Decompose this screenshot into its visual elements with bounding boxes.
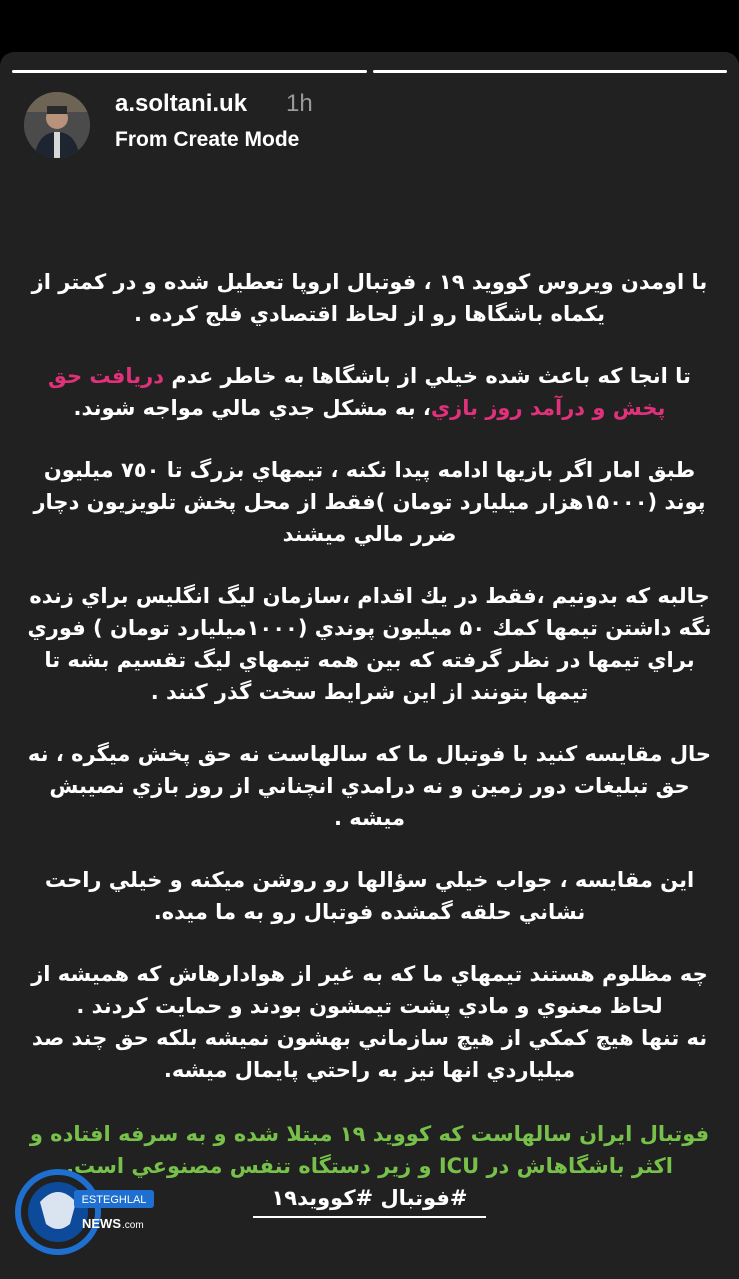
avatar[interactable] [24, 92, 90, 158]
avatar-image [24, 92, 90, 158]
paragraph-4: جالبه كه بدونيم ،فقط در يك اقدام ،سازمان ليگ انگليس براي زنده نگه داشتن تيمها كمك ۵٠ ميليون پوندي (١٠٠٠ميليارد تومان ) فوري براي تيمها در نظر گرفته كه بين همه تيمهاي ليگ تقسيم بشه تا تيمها بتونند از اين شرايط سخت گذر كنند . [27, 584, 712, 704]
green-paragraph: فوتبال ايران سالهاست كه كوويد ١٩ مبتلا شده و به سرفه افتاده و اكثر باشگاهاش در ICU و زير دستگاه تنفس مصنوعي است. [29, 1122, 710, 1178]
paragraph-3: طبق امار اگر بازيها ادامه پيدا نكنه ، تيمهاي بزرگ تا ٧٥٠ ميليون پوند (١۵٠٠٠هزار ميليارد تومان )فقط از محل پخش تلويزيون دچار ضرر مالي ميشند [33, 458, 706, 546]
logo-text-top: ESTEGHLAL [81, 1194, 147, 1206]
paragraph-1: با اومدن ويروس كوويد ١٩ ، فوتبال اروپا تعطيل شده و در كمتر از يكماه باشگاها رو از لحاظ اقتصادي فلج كرده . [31, 270, 708, 326]
highlighted-text: دريافت حق پخش و درآمد روز بازي [48, 364, 666, 420]
logo-text-bottom: NEWS [82, 1216, 121, 1231]
paragraph-7-line-a: چه مظلوم هستند تيمهاي ما كه به غير از هوادارهاش كه هميشه از لحاظ معنوي و مادي پشت تيمشون بودند و حمايت كردند . [31, 962, 708, 1018]
story-card[interactable] [0, 52, 739, 1279]
progress-segment [12, 70, 367, 73]
paragraph-6: اين مقايسه ، جواب خيلي سؤالها رو روشن ميكنه و خيلي راحت نشاني حلقه گمشده فوتبال رو به ما ميده. [44, 868, 695, 924]
logo-domain: .com [122, 1220, 144, 1231]
esteghlal-news-logo [10, 1162, 160, 1262]
story-header [24, 88, 719, 158]
paragraph-2-end: ، به مشكل جدي مالي مواجه شوند. [73, 396, 431, 420]
paragraph-7-line-b: نه تنها هيچ كمكي از هيچ سازماني بهشون نميشه بلكه حق چند صد ميلياردي انها نيز به راحتي پايمال ميشه. [31, 1026, 708, 1082]
story-progress-bar [12, 70, 727, 73]
story-text [20, 266, 719, 1218]
paragraph-7 [20, 958, 719, 1086]
hashtags[interactable]: #فوتبال #كوويد١٩ [253, 1182, 485, 1218]
progress-segment [373, 70, 728, 73]
username[interactable]: a.soltani.uk [115, 90, 248, 117]
paragraph-2 [20, 360, 719, 424]
paragraph-5: حال مقايسه كنيد با فوتبال ما كه سالهاست نه حق پخش ميگره ، نه حق تبليغات دور زمين و نه درامدي انچناني از روز بازي نصيبش ميشه . [27, 742, 712, 830]
post-time: 1h [286, 90, 313, 117]
create-mode-label: From Create Mode [115, 128, 300, 151]
paragraph-2-start: تا انجا كه باعث شده خيلي از باشگاها به خاطر عدم [164, 364, 691, 388]
